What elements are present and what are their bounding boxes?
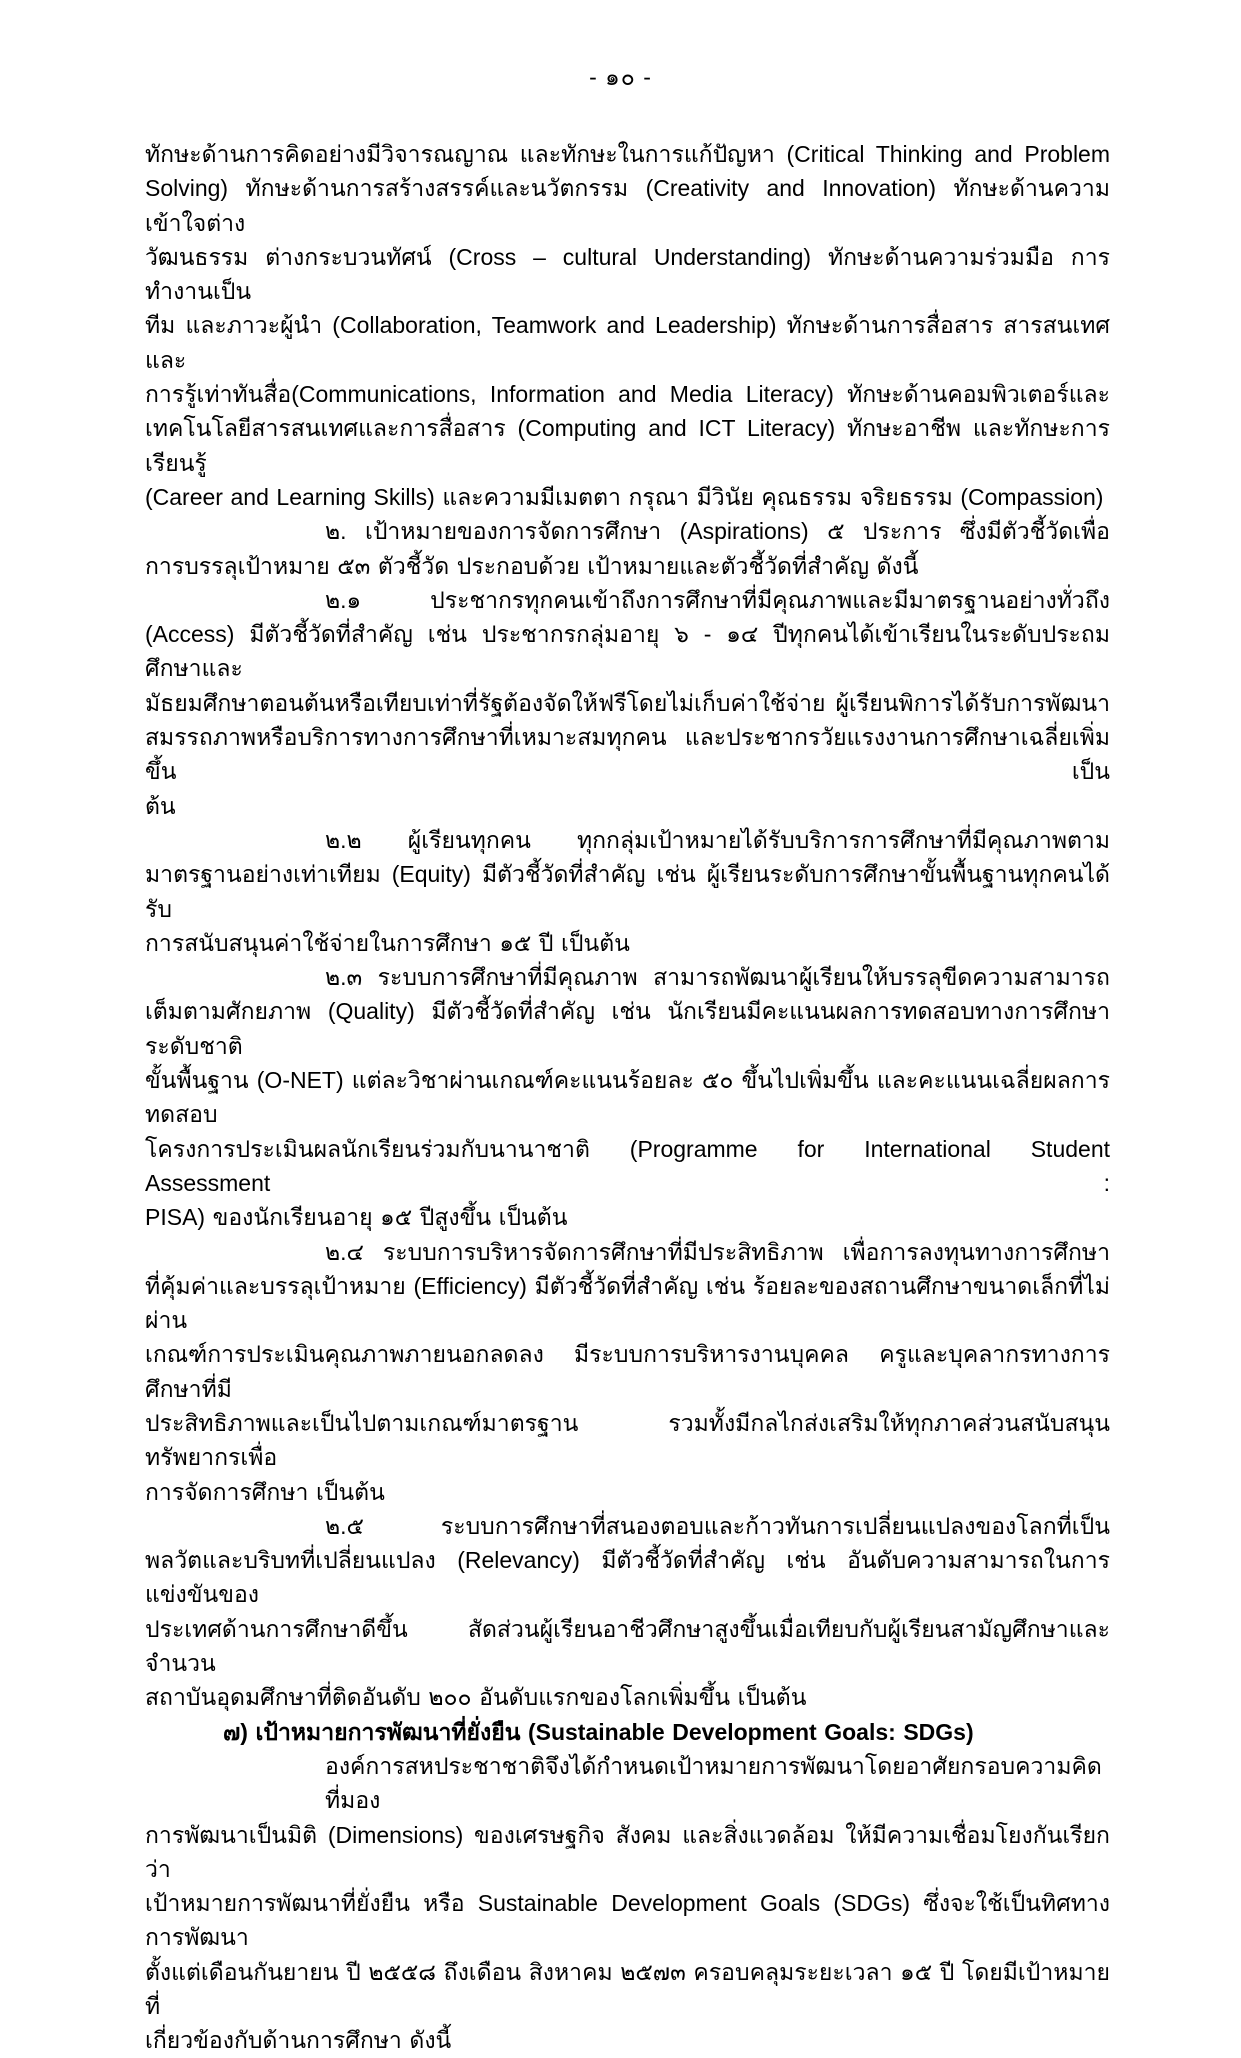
section-heading <box>145 1715 1110 1749</box>
text-line: โครงการประเมินผลนักเรียนร่วมกับนานาชาติ (Programme for International Student Assessment : <box>145 1135 1110 1196</box>
paragraph <box>145 823 1110 960</box>
text-line: ประสิทธิภาพและเป็นไปตามเกณฑ์มาตรฐาน รวมทั้งมีกลไกส่งเสริมให้ทุกภาคส่วนสนับสนุนทรัพยากรเพื่อ <box>145 1409 1110 1471</box>
text-line: ๒.๓ ระบบการศึกษาที่มีคุณภาพ สามารถพัฒนาผู้เรียนให้บรรลุขีดความสามารถ <box>325 964 1110 991</box>
paragraph <box>145 583 1110 823</box>
text-line: การบรรลุเป้าหมาย ๕๓ ตัวชี้วัด ประกอบด้วย เป้าหมายและตัวชี้วัดที่สำคัญ ดังนี้ <box>145 552 919 579</box>
text-line: การรู้เท่าทันสื่อ(Communications, Information and Media Literacy) ทักษะด้านคอมพิวเตอร์และ <box>145 381 1110 408</box>
text-line: ๒. เป้าหมายของการจัดการศึกษา (Aspirations) ๕ ประการ ซึ่งมีตัวชี้วัดเพื่อ <box>325 518 1110 545</box>
text-line: ต้น <box>145 792 176 819</box>
text-line: เกณฑ์การประเมินคุณภาพภายนอกลดลง มีระบบการบริหารงานบุคคล ครูและบุคลากรทางการศึกษาที่มี <box>145 1341 1110 1402</box>
text-line: ๒.๔ ระบบการบริหารจัดการศึกษาที่มีประสิทธิภาพ เพื่อการลงทุนทางการศึกษา <box>325 1238 1110 1265</box>
text-line: เทคโนโลยีสารสนเทศและการสื่อสาร (Computing and ICT Literacy) ทักษะอาชีพ และทักษะการเรียนรู้ <box>145 415 1110 476</box>
paragraph <box>145 960 1110 1234</box>
text-line: ประเทศด้านการศึกษาดีขึ้น สัดส่วนผู้เรียนอาชีวศึกษาสูงขึ้นเมื่อเทียบกับผู้เรียนสามัญศึกษาและจำนวน <box>145 1615 1110 1677</box>
text-line: เกี่ยวข้องกับด้านการศึกษา ดังนี้ <box>145 2027 452 2054</box>
page-number: - ๑๐ - <box>589 64 652 90</box>
text-line: (Career and Learning Skills) และความมีเมตตา กรุณา มีวินัย คุณธรรม จริยธรรม (Compassion) <box>145 483 1104 510</box>
text-line: Solving) ทักษะด้านการสร้างสรรค์และนวัตกรรม (Creativity and Innovation) ทักษะด้านความเข้าใจต่าง <box>145 175 1110 236</box>
text-line: การพัฒนาเป็นมิติ (Dimensions) ของเศรษฐกิจ สังคม และสิ่งแวดล้อม ให้มีความเชื่อมโยงกันเรียกว่า <box>145 1821 1110 1882</box>
paragraph <box>145 137 1110 514</box>
text-line: ตั้งแต่เดือนกันยายน ปี ๒๕๕๘ ถึงเดือน สิงหาคม ๒๕๗๓ ครอบคลุมระยะเวลา ๑๕ ปี โดยมีเป้าหมายที่ <box>145 1958 1110 2020</box>
text-line: การสนับสนุนค่าใช้จ่ายในการศึกษา ๑๕ ปี เป็นต้น <box>145 929 630 956</box>
text-line: ๒.๕ ระบบการศึกษาที่สนองตอบและก้าวทันการเปลี่ยนแปลงของโลกที่เป็น <box>325 1512 1110 1539</box>
document-body <box>145 137 1110 2058</box>
text-line: สถาบันอุดมศึกษาที่ติดอันดับ ๒๐๐ อันดับแรกของโลกเพิ่มขึ้น เป็นต้น <box>145 1684 807 1711</box>
text-line: ทักษะด้านการคิดอย่างมีวิจารณญาณ และทักษะในการแก้ปัญหา (Critical Thinking and Problem <box>145 141 1110 167</box>
text-line: ๗) เป้าหมายการพัฒนาที่ยั่งยืน (Sustainable Development Goals: SDGs) <box>223 1718 974 1745</box>
text-line: ที่คุ้มค่าและบรรลุเป้าหมาย (Efficiency) มีตัวชี้วัดที่สำคัญ เช่น ร้อยละของสถานศึกษาขนาดเล็กที่ไม่ผ่าน <box>145 1272 1110 1334</box>
text-line: สมรรถภาพหรือบริการทางการศึกษาที่เหมาะสมทุกคน และประชากรวัยแรงงานการศึกษาเฉลี่ยเพิ่มขึ้น เป็น <box>145 724 1110 785</box>
text-line: (Access) มีตัวชี้วัดที่สำคัญ เช่น ประชากรกลุ่มอายุ ๖ - ๑๔ ปีทุกคนได้เข้าเรียนในระดับประถมศึกษาและ <box>145 621 1110 682</box>
paragraph <box>145 514 1110 583</box>
text-line: ๒.๑ ประชากรทุกคนเข้าถึงการศึกษาที่มีคุณภาพและมีมาตรฐานอย่างทั่วถึง <box>325 586 1110 613</box>
text-line: พลวัตและบริบทที่เปลี่ยนแปลง (Relevancy) มีตัวชี้วัดที่สำคัญ เช่น อันดับความสามารถในการแข่งขันของ <box>145 1547 1110 1608</box>
text-line: ๒.๒ ผู้เรียนทุกคน ทุกกลุ่มเป้าหมายได้รับบริการการศึกษาที่มีคุณภาพตาม <box>325 826 1110 853</box>
text-line: การจัดการศึกษา เป็นต้น <box>145 1478 385 1505</box>
text-line: มัธยมศึกษาตอนต้นหรือเทียบเท่าที่รัฐต้องจัดให้ฟรีโดยไม่เก็บค่าใช้จ่าย ผู้เรียนพิการได้รับการพัฒนา <box>145 689 1110 716</box>
text-line: องค์การสหประชาชาติจึงได้กำหนดเป้าหมายการพัฒนาโดยอาศัยกรอบความคิดที่มอง <box>325 1752 1102 1814</box>
text-line: มาตรฐานอย่างเท่าเทียม (Equity) มีตัวชี้วัดที่สำคัญ เช่น ผู้เรียนระดับการศึกษาขั้นพื้นฐานทุกคนได้รับ <box>145 861 1110 922</box>
text-line: เป้าหมายการพัฒนาที่ยั่งยืน หรือ Sustainable Development Goals (SDGs) ซึ่งจะใช้เป็นทิศทางการพัฒนา <box>145 1890 1110 1951</box>
text-line: ทีม และภาวะผู้นำ (Collaboration, Teamwork and Leadership) ทักษะด้านการสื่อสาร สารสนเทศ และ <box>145 312 1110 373</box>
text-line: เต็มตามศักยภาพ (Quality) มีตัวชี้วัดที่สำคัญ เช่น นักเรียนมีคะแนนผลการทดสอบทางการศึกษาระดับชาติ <box>145 998 1110 1059</box>
text-line: วัฒนธรรม ต่างกระบวนทัศน์ (Cross – cultural Understanding) ทักษะด้านความร่วมมือ การทำงานเป็น <box>145 243 1110 305</box>
paragraph <box>145 1749 1110 2058</box>
text-line: PISA) ของนักเรียนอายุ ๑๕ ปีสูงขึ้น เป็นต้น <box>145 1204 568 1231</box>
text-line: ขั้นพื้นฐาน (O-NET) แต่ละวิชาผ่านเกณฑ์คะแนนร้อยละ ๕๐ ขึ้นไปเพิ่มขึ้น และคะแนนเฉลี่ยผลการทดสอบ <box>145 1067 1110 1128</box>
paragraph <box>145 1235 1110 1509</box>
paragraph <box>145 1509 1110 1715</box>
